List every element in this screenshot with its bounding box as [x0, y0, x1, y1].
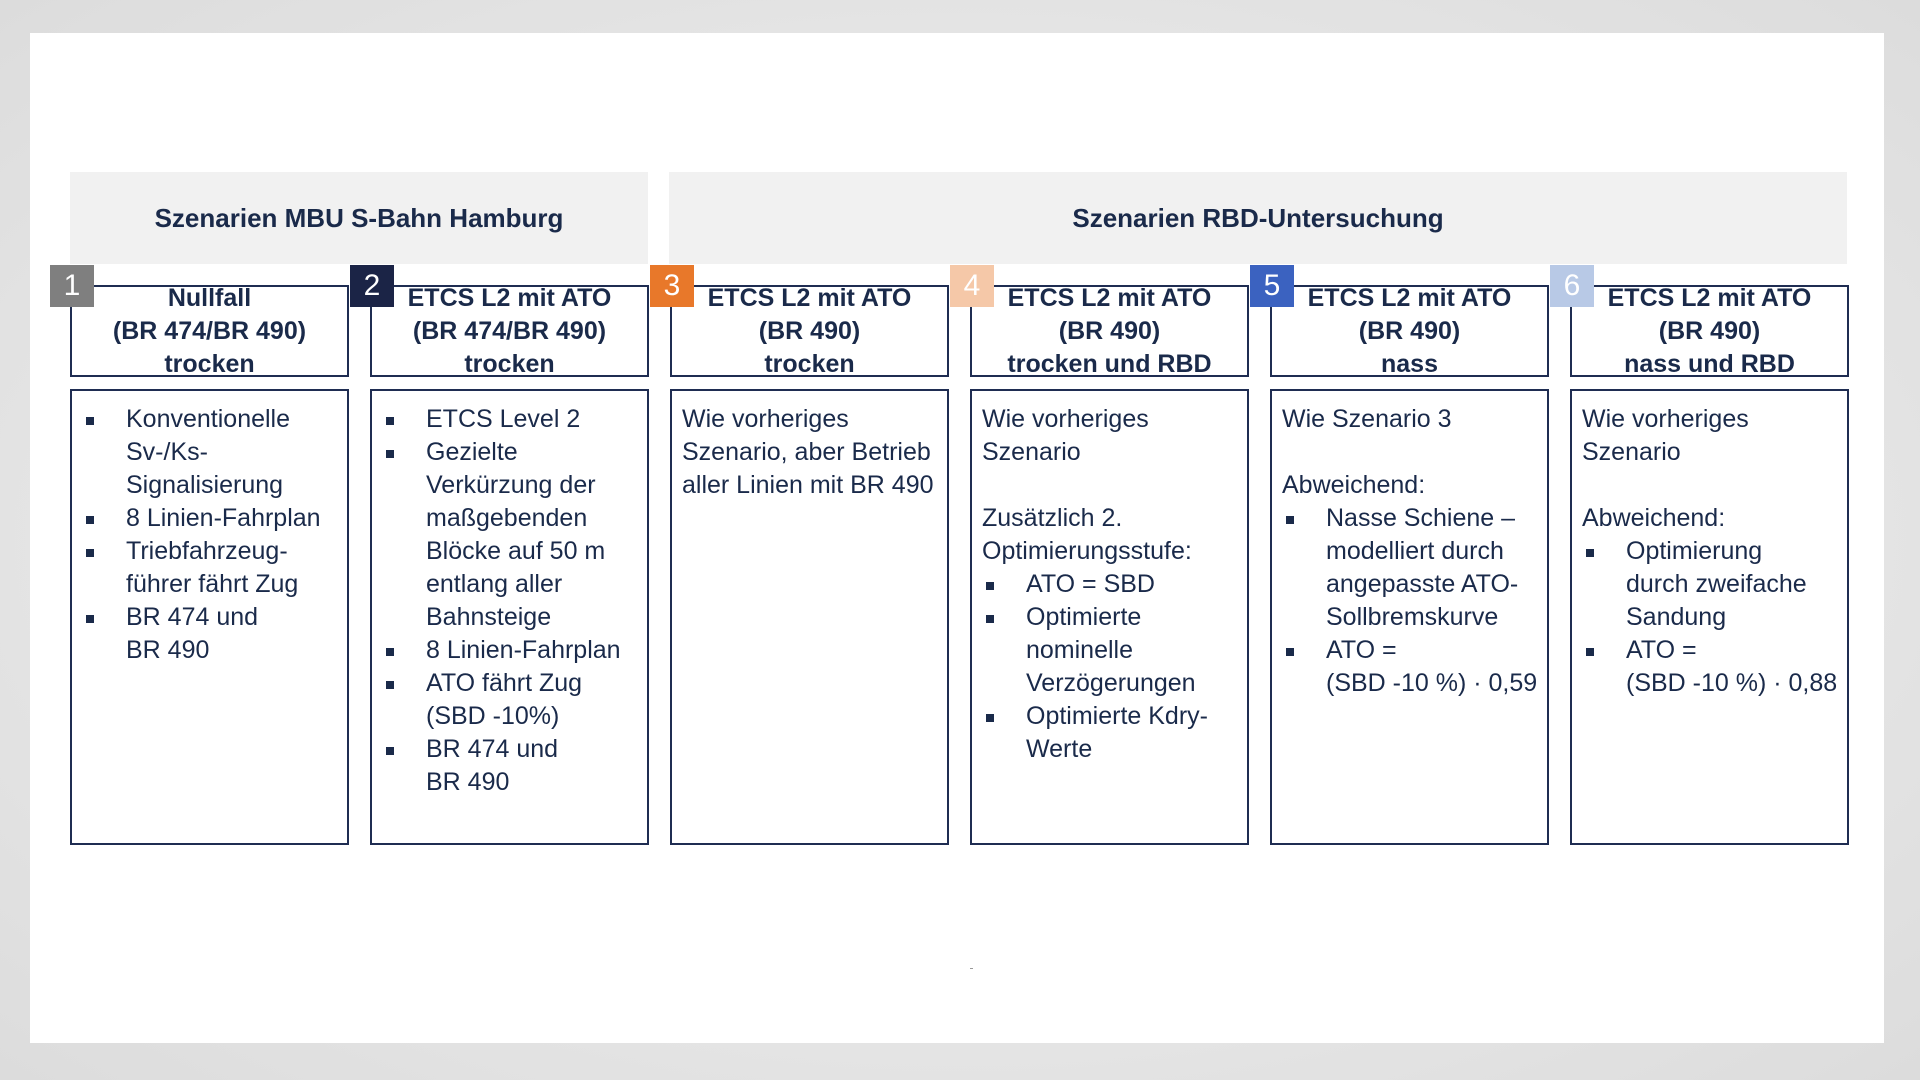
description-line: Szenario: [982, 438, 1081, 466]
bullet-item: [1582, 634, 1837, 700]
bullet-item: [382, 436, 637, 634]
bullet-item: [82, 403, 337, 502]
group-header-mbu: Szenarien MBU S-Bahn Hamburg: [70, 172, 648, 264]
description-line: Wie vorheriges: [1582, 405, 1749, 433]
description-line: Szenario, aber Betrieb: [682, 438, 931, 466]
bullet-line: Konventionelle: [126, 405, 291, 433]
bullet-line: ATO fährt Zug: [426, 669, 583, 697]
description-line: Zusätzlich 2.: [982, 504, 1123, 532]
scenario-number-badge: 4: [950, 265, 994, 307]
bullet-line: (SBD -10 %) · 0,59: [1326, 669, 1538, 697]
bullet-line: Optimierte Kdry-: [1026, 702, 1208, 730]
decorative-dot: [970, 968, 973, 969]
paragraph-gap: [982, 469, 1237, 502]
scenario-title-line: trocken und RBD: [1007, 349, 1212, 378]
scenario-title-line: (BR 474/BR 490): [412, 316, 607, 345]
scenario-description-box: [970, 389, 1249, 845]
scenario-description-box: [1570, 389, 1849, 845]
scenario-description-box: [670, 389, 949, 845]
description-line: Wie Szenario 3: [1282, 405, 1452, 433]
scenario-number-badge: 2: [350, 265, 394, 307]
bullet-list: [82, 403, 337, 667]
bullet-item: [382, 403, 637, 436]
paragraph-gap: [1282, 436, 1537, 469]
description-line: aller Linien mit BR 490: [682, 471, 934, 499]
scenario-title-line: ETCS L2 mit ATO: [1007, 283, 1212, 312]
bullet-line: Optimierte: [1026, 603, 1142, 631]
scenario-description-box: [1270, 389, 1549, 845]
scenario-number-badge: 5: [1250, 265, 1294, 307]
bullet-line: Sollbremskurve: [1326, 603, 1499, 631]
scenario-title-box: [1570, 285, 1849, 377]
bullet-line: führer fährt Zug: [126, 570, 299, 598]
bullet-line: nominelle: [1026, 636, 1134, 664]
bullet-list: [1282, 502, 1537, 700]
slide: [30, 33, 1884, 1043]
bullet-line: Nasse Schiene –: [1326, 504, 1516, 532]
bullet-item: [82, 502, 337, 535]
scenario-number-badge: 3: [650, 265, 694, 307]
description-line: Szenario: [1582, 438, 1681, 466]
scenario-title-line: trocken: [464, 349, 555, 378]
scenario-description-box: [370, 389, 649, 845]
group-header-rbd: Szenarien RBD-Untersuchung: [669, 172, 1847, 264]
paragraph-gap: [1582, 469, 1837, 502]
bullet-line: BR 474 und: [426, 735, 559, 763]
bullet-item: [82, 535, 337, 601]
bullet-list: [382, 403, 637, 799]
scenario-title-line: (BR 490): [758, 316, 861, 345]
bullet-item: [382, 634, 637, 667]
scenario-title-line: trocken: [764, 349, 855, 378]
bullet-line: ATO = SBD: [1026, 570, 1155, 598]
scenario-title-line: ETCS L2 mit ATO: [407, 283, 612, 312]
bullet-line: durch zweifache: [1626, 570, 1807, 598]
scenario-title-box: [370, 285, 649, 377]
bullet-line: Bahnsteige: [426, 603, 552, 631]
scenario-title-box: [1270, 285, 1549, 377]
scenario-title-line: ETCS L2 mit ATO: [1607, 283, 1812, 312]
description-line: Wie vorheriges: [982, 405, 1149, 433]
bullet-line: (SBD -10%): [426, 702, 560, 730]
scenario-title-line: nass und RBD: [1624, 349, 1795, 378]
bullet-line: Triebfahrzeug-: [126, 537, 288, 565]
bullet-line: Gezielte: [426, 438, 518, 466]
bullet-item: [982, 700, 1237, 766]
bullet-item: [1282, 502, 1537, 634]
bullet-line: ATO =: [1326, 636, 1397, 664]
scenario-title-line: trocken: [164, 349, 255, 378]
description-line: Abweichend:: [1282, 471, 1426, 499]
bullet-item: [1582, 535, 1837, 634]
description-line: Optimierungsstufe:: [982, 537, 1192, 565]
scenario-title-line: (BR 474/BR 490): [112, 316, 307, 345]
scenario-title-line: ETCS L2 mit ATO: [1307, 283, 1512, 312]
bullet-list: [982, 568, 1237, 766]
bullet-line: BR 490: [126, 636, 210, 664]
scenario-title-line: (BR 490): [1658, 316, 1761, 345]
bullet-item: [382, 733, 637, 799]
scenario-title-line: (BR 490): [1058, 316, 1161, 345]
bullet-line: Verkürzung der: [426, 471, 596, 499]
scenario-title-line: (BR 490): [1358, 316, 1461, 345]
scenario-title-box: [970, 285, 1249, 377]
scenario-title-line: Nullfall: [167, 283, 252, 312]
scenario-title-box: [70, 285, 349, 377]
bullet-line: Werte: [1026, 735, 1093, 763]
bullet-line: Sandung: [1626, 603, 1727, 631]
bullet-line: 8 Linien-Fahrplan: [426, 636, 621, 664]
scenario-title-line: ETCS L2 mit ATO: [707, 283, 912, 312]
scenario-description-box: [70, 389, 349, 845]
bullet-line: maßgebenden: [426, 504, 588, 532]
bullet-line: Blöcke auf 50 m: [426, 537, 606, 565]
bullet-line: 8 Linien-Fahrplan: [126, 504, 321, 532]
bullet-item: [982, 568, 1237, 601]
bullet-line: Optimierung: [1626, 537, 1763, 565]
scenario-number-badge: 1: [50, 265, 94, 307]
bullet-line: BR 474 und: [126, 603, 259, 631]
bullet-line: Sv-/Ks-: [126, 438, 208, 466]
description-line: Wie vorheriges: [682, 405, 849, 433]
bullet-line: Signalisierung: [126, 471, 284, 499]
bullet-line: ATO =: [1626, 636, 1697, 664]
bullet-line: Verzögerungen: [1026, 669, 1196, 697]
scenario-title-box: [670, 285, 949, 377]
bullet-line: entlang aller: [426, 570, 563, 598]
bullet-line: BR 490: [426, 768, 510, 796]
scenario-number-badge: 6: [1550, 265, 1594, 307]
bullet-item: [982, 601, 1237, 700]
bullet-line: angepasste ATO-: [1326, 570, 1519, 598]
scenario-title-line: nass: [1381, 349, 1438, 378]
bullet-line: ETCS Level 2: [426, 405, 581, 433]
description-line: Abweichend:: [1582, 504, 1726, 532]
bullet-item: [82, 601, 337, 667]
bullet-item: [1282, 634, 1537, 700]
bullet-item: [382, 667, 637, 733]
bullet-line: (SBD -10 %) · 0,88: [1626, 669, 1838, 697]
bullet-list: [1582, 535, 1837, 700]
bullet-line: modelliert durch: [1326, 537, 1504, 565]
